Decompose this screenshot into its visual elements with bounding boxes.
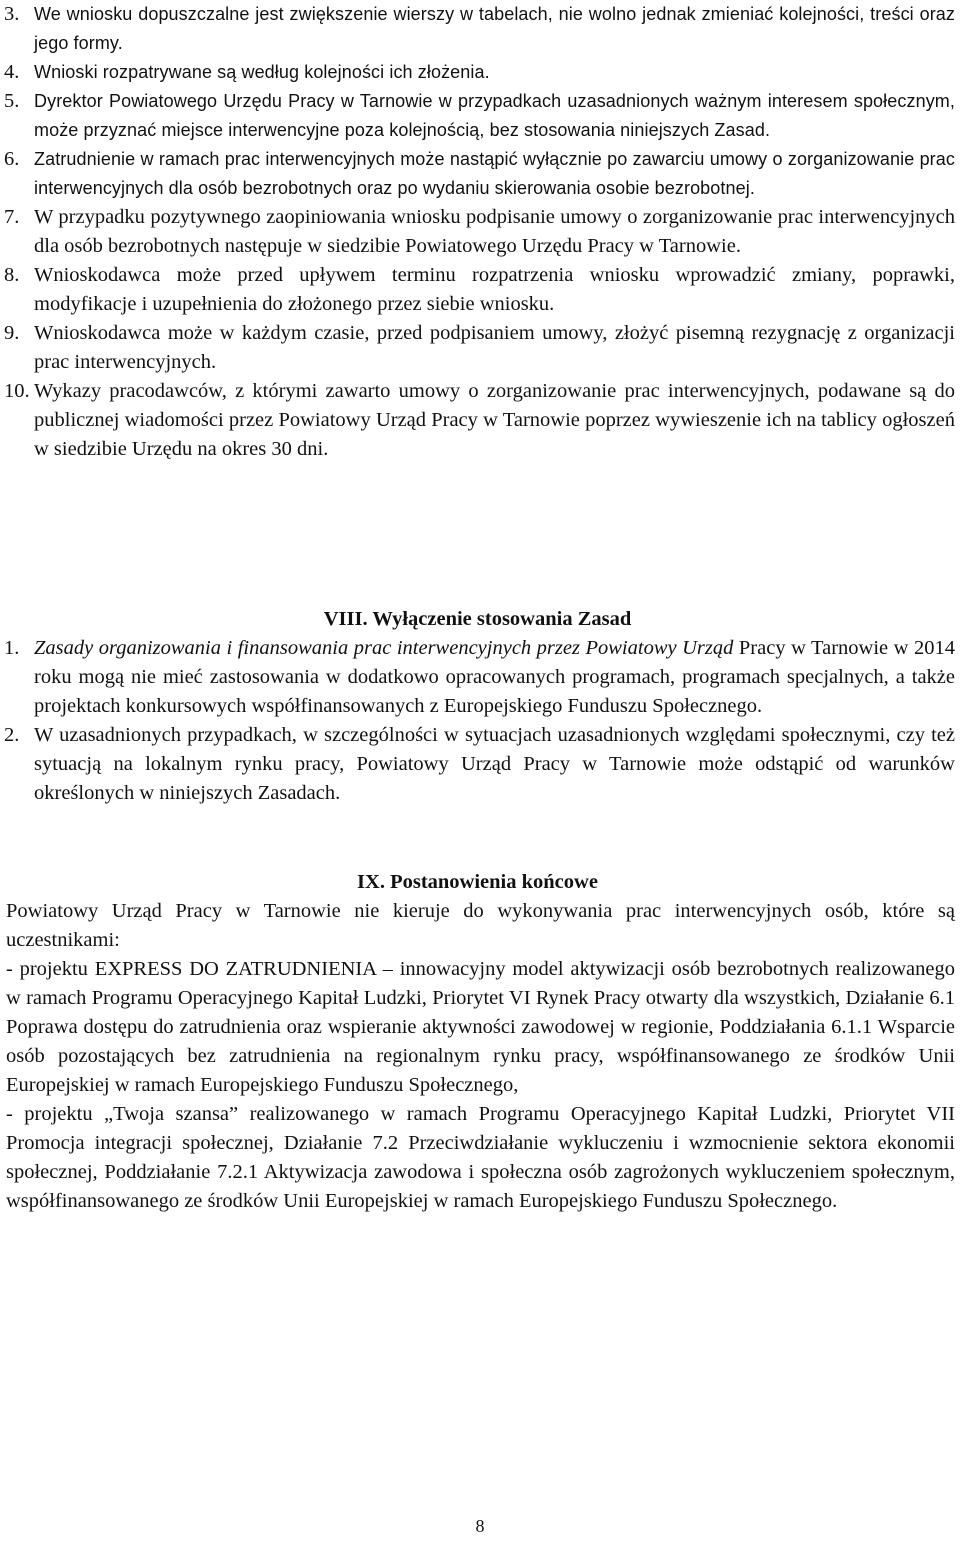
item-text: Dyrektor Powiatowego Urzędu Pracy w Tarnowie w przypadkach uzasadnionych ważnym interesem społecznym, może przyznać miejsce interwencyjne poza kolejnością, bez stosowania niniejszych Zasad. [34,91,955,140]
section-heading: VIII. Wyłączenie stosowania Zasad [323,608,632,630]
list-item [0,0,955,58]
list-item [0,261,955,319]
item-number: 9. [4,322,20,344]
list-item [0,634,955,721]
item-text: Wykazy pracodawców, z którymi zawarto umowy o zorganizowanie prac interwencyjnych, podawane są do publicznej wiadomości przez Powiatowy Urząd Pracy w Tarnowie poprzez wywieszenie ich na tablicy ogłoszeń w siedzibie Urzędu na okres 30 dni. [34,380,955,460]
project-paragraph: - projektu „Twoja szansa” realizowanego w ramach Programu Operacyjnego Kapitał Ludzki, Priorytet VII Promocja integracji społecznej, Działanie 7.2 Przeciwdziałanie wykluczeniu i wzmocnienie sektora ekonomii społecznej, Poddziałanie 7.2.1 Aktywizacja zawodowa i społeczna osób zagrożonych wykluczeniem społecznym, współfinansowanego ze środków Unii Europejskiej w ramach Europejskiego Funduszu Społecznego. [6,1103,955,1212]
list-item [0,58,955,87]
item-text: We wniosku dopuszczalne jest zwiększenie wierszy w tabelach, nie wolno jednak zmieniać kolejności, treści oraz jego formy. [34,4,955,53]
item-number: 6. [4,148,20,170]
item-number: 7. [4,206,20,228]
section-viii [0,605,955,808]
item-number: 3. [4,3,20,25]
page-number: 8 [475,1516,485,1536]
item-number: 10. [4,380,30,402]
section-heading: IX. Postanowienia końcowe [357,871,598,893]
section-viii-list [0,634,955,808]
section-intro: Powiatowy Urząd Pracy w Tarnowie nie kieruje do wykonywania prac interwencyjnych osób, które są uczestnikami: [6,900,955,951]
list-item [0,87,955,145]
item-number: 4. [4,61,20,83]
item-regular-text: Pracy w Tarnowie w 2014 roku mogą nie mieć zastosowania w dodatkowo opracowanych programach, programach specjalnych, a także projektach konkursowych współfinansowanych z Europejskiego Funduszu Społecznego. [34,637,955,717]
item-text: W uzasadnionych przypadkach, w szczególności w sytuacjach uzasadnionych względami społecznymi, czy też sytuacją na lokalnym rynku pracy, Powiatowy Urząd Pracy w Tarnowie może odstąpić od warunków określonych w niniejszych Zasadach. [34,724,955,804]
list-item [0,377,955,464]
item-text: W przypadku pozytywnego zaopiniowania wniosku podpisanie umowy o zorganizowanie prac interwencyjnych dla osób bezrobotnych następuje w siedzibie Powiatowego Urzędu Pracy w Tarnowie. [34,206,955,257]
item-text: Zatrudnienie w ramach prac interwencyjnych może nastąpić wyłącznie po zawarciu umowy o zorganizowanie prac interwencyjnych dla osób bezrobotnych oraz po wydaniu skierowania osobie bezrobotnej. [34,149,955,198]
list-item [0,319,955,377]
section-ix [0,868,955,1216]
item-text: Wnioskodawca może w każdym czasie, przed podpisaniem umowy, złożyć pisemną rezygnację z organizacji prac interwencyjnych. [34,322,955,373]
item-number: 8. [4,264,20,286]
list-item [0,721,955,808]
item-text: Wnioski rozpatrywane są według kolejności ich złożenia. [34,62,490,82]
item-number: 1. [4,637,20,659]
list-item [0,203,955,261]
item-text: Wnioskodawca może przed upływem terminu rozpatrzenia wniosku wprowadzić zmiany, poprawki, modyfikacje i uzupełnienia do złożonego przez siebie wniosku. [34,264,955,315]
item-text [34,637,955,717]
item-number: 2. [4,724,20,746]
item-number: 5. [4,90,20,112]
list-item [0,145,955,203]
rules-list [0,0,955,464]
project-paragraph: - projektu EXPRESS DO ZATRUDNIENIA – innowacyjny model aktywizacji osób bezrobotnych realizowanego w ramach Programu Operacyjnego Kapitał Ludzki, Priorytet VI Rynek Pracy otwarty dla wszystkich, Działanie 6.1 Poprawa dostępu do zatrudnienia oraz wspieranie aktywności zawodowej w regionie, Poddziałania 6.1.1 Wsparcie osób pozostających bez zatrudnienia na regionalnym rynku pracy, współfinansowanego ze środków Unii Europejskiej w ramach Europejskiego Funduszu Społecznego, [6,958,955,1096]
item-italic-text: Zasady organizowania i finansowania prac interwencyjnych przez Powiatowy Urząd [34,637,734,659]
